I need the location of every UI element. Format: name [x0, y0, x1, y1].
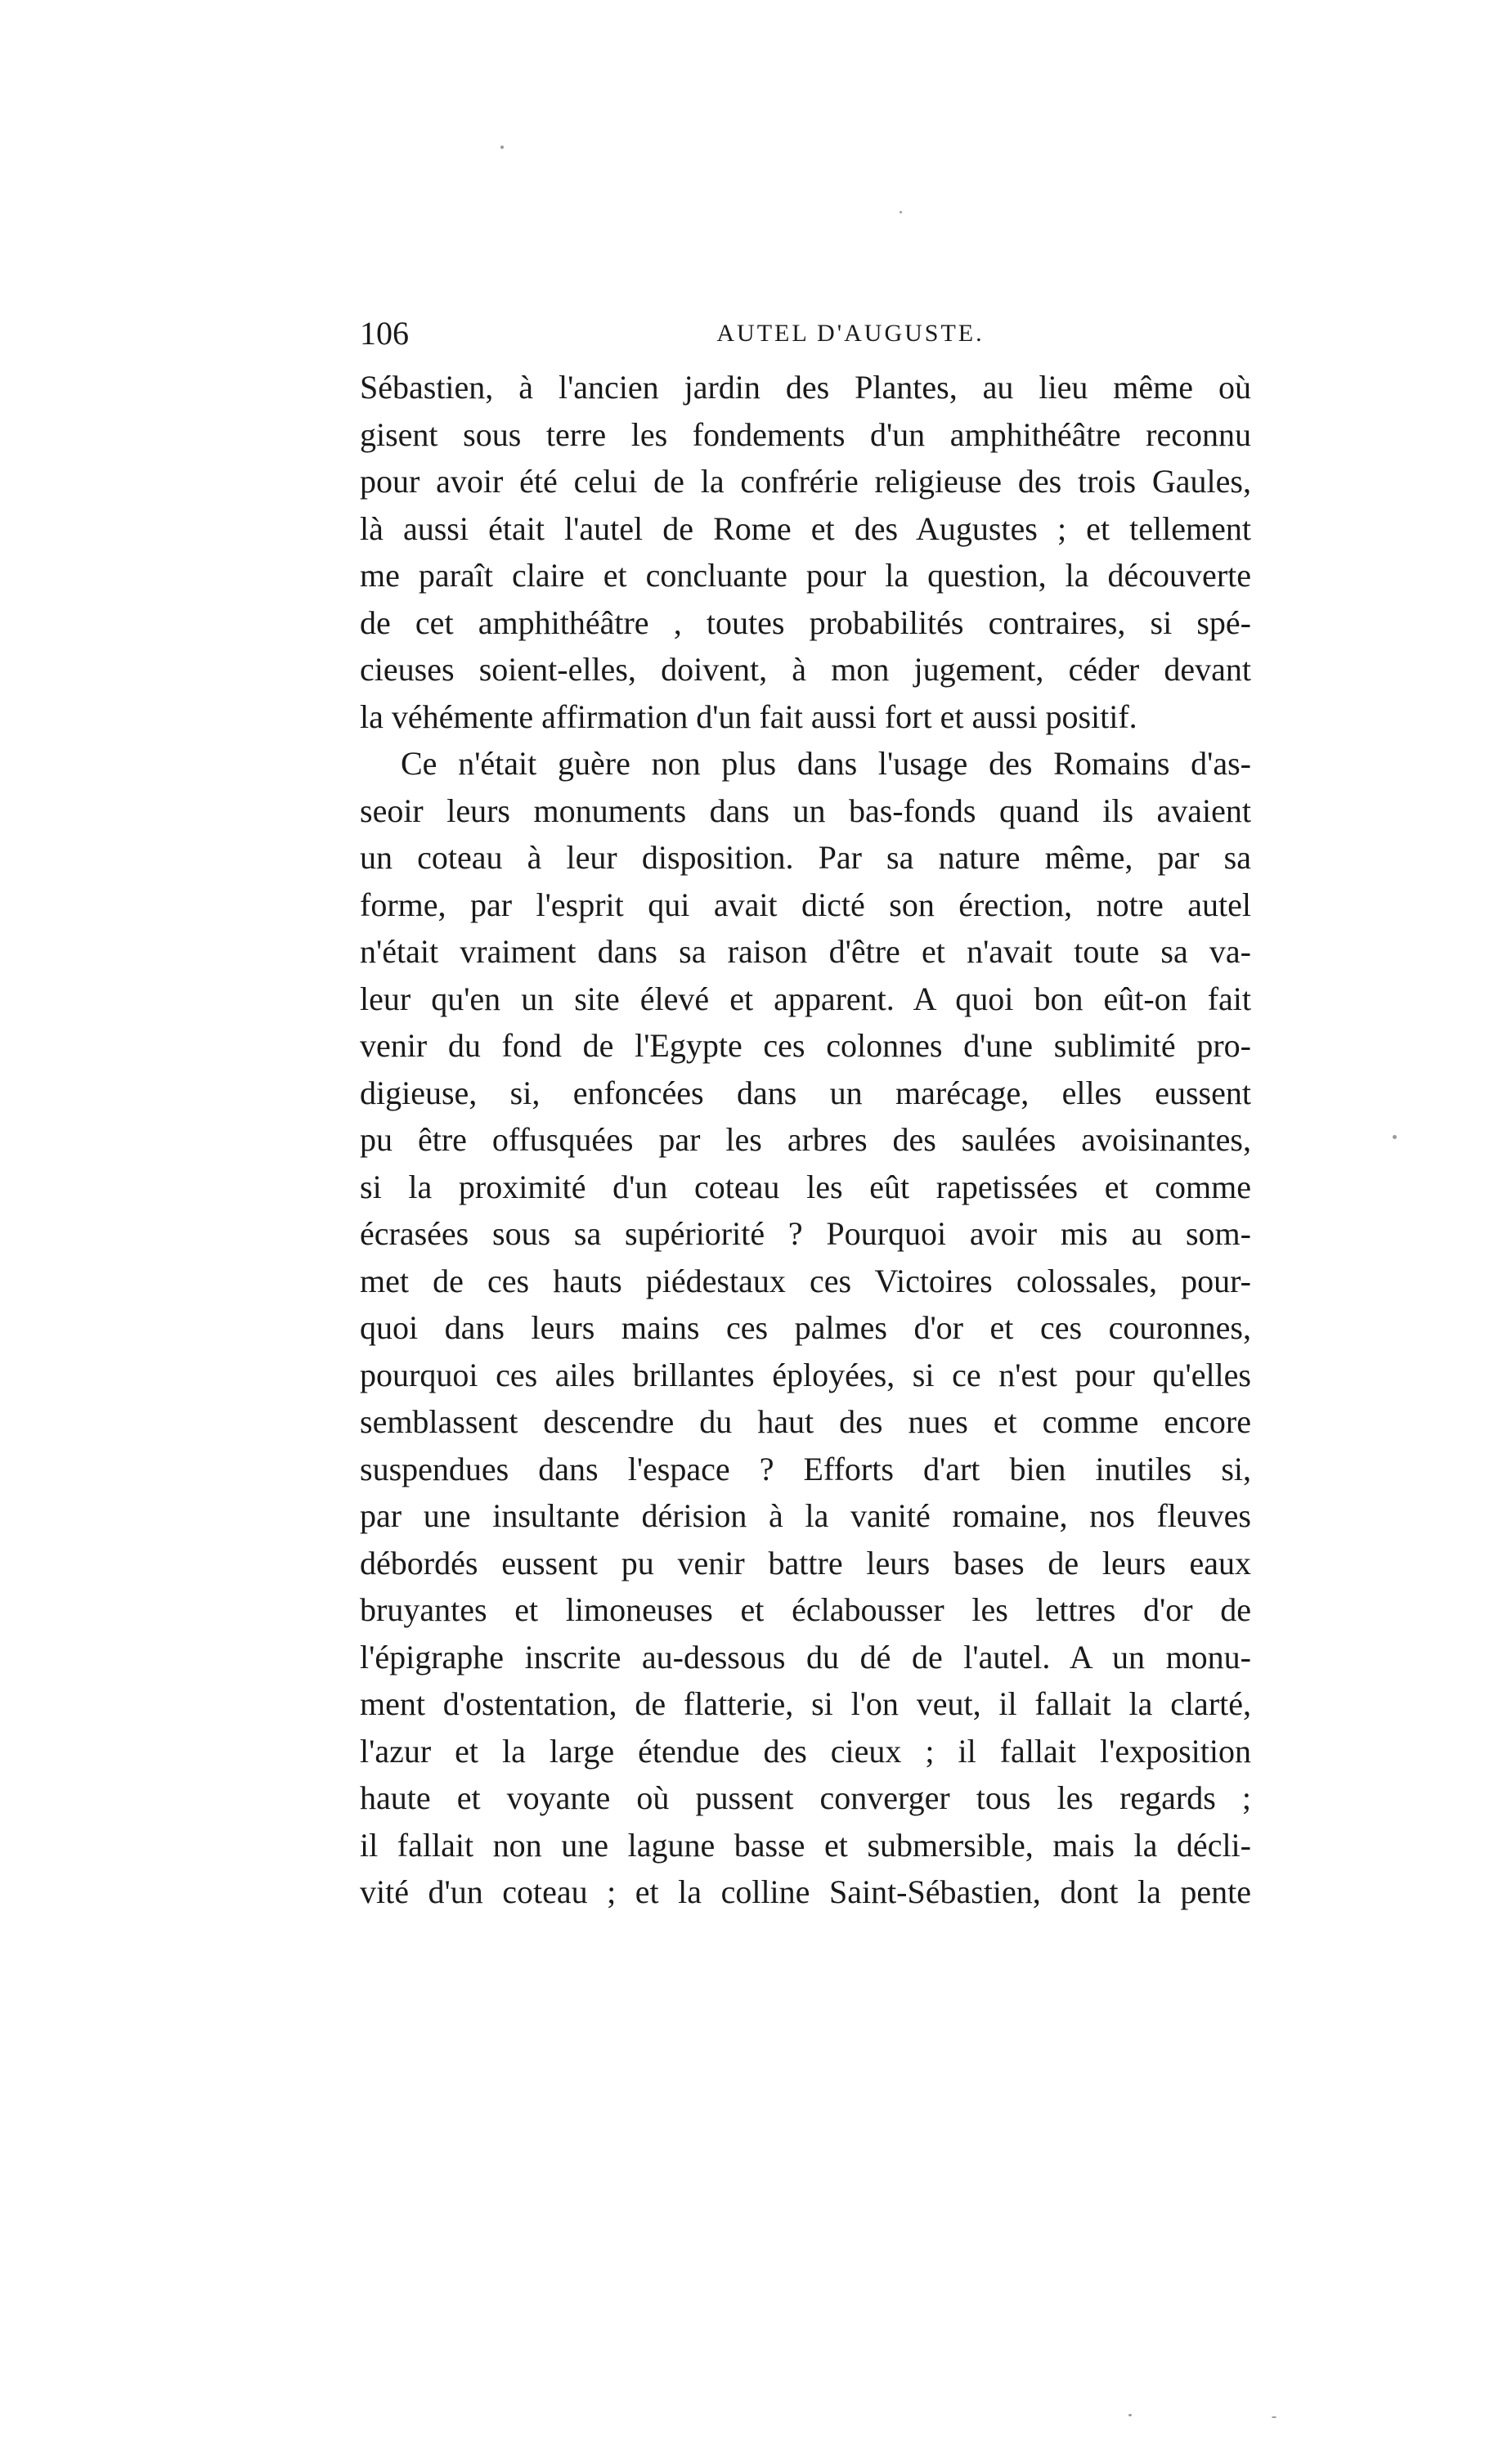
text-line: pour avoir été celui de la confrérie religieuse des trois Gaules,: [360, 463, 1251, 500]
text-line: pu être offusquées par les arbres des saulées avoisinantes,: [360, 1121, 1251, 1158]
text-line: de cet amphithéâtre , toutes probabilités contraires, si spé-: [360, 603, 1251, 641]
text-line: débordés eussent pu venir battre leurs bases de leurs eaux: [360, 1544, 1251, 1581]
text-line: ment d'ostentation, de flatterie, si l'on veut, il fallait la clarté,: [360, 1685, 1251, 1722]
body-text: [360, 364, 1251, 1916]
scan-speck: [900, 211, 902, 213]
scan-speck: [500, 146, 504, 149]
text-line: Ce n'était guère non plus dans l'usage des Romains d'as-: [401, 745, 1251, 782]
text-line: un coteau à leur disposition. Par sa nature même, par sa: [360, 839, 1251, 876]
text-line: vité d'un coteau ; et la colline Saint-Sébastien, dont la pente: [360, 1873, 1251, 1910]
text-line: venir du fond de l'Egypte ces colonnes d'une sublimité pro-: [360, 1027, 1251, 1064]
text-line: seoir leurs monuments dans un bas-fonds quand ils avaient: [360, 792, 1251, 829]
text-line: l'épigraphe inscrite au-dessous du dé de l'autel. A un monu-: [360, 1638, 1251, 1676]
text-line: par une insultante dérision à la vanité romaine, nos fleuves: [360, 1497, 1251, 1534]
text-line: il fallait non une lagune basse et submersible, mais la décli-: [360, 1826, 1251, 1864]
text-line: leur qu'en un site élevé et apparent. A quoi bon eût-on fait: [360, 980, 1251, 1017]
text-line: digieuse, si, enfoncées dans un marécage, elles eussent: [360, 1074, 1251, 1111]
text-line: l'azur et la large étendue des cieux ; il fallait l'exposition: [360, 1732, 1251, 1770]
text-line: cieuses soient-elles, doivent, à mon jugement, céder devant: [360, 651, 1251, 688]
text-line: bruyantes et limoneuses et éclabousser les lettres d'or de: [360, 1591, 1251, 1628]
text-line: semblassent descendre du haut des nues et comme encore: [360, 1403, 1251, 1440]
text-line: haute et voyante où pussent converger tous les regards ;: [360, 1779, 1251, 1816]
running-head: AUTEL D'AUGUSTE.: [716, 320, 985, 347]
paragraph: [360, 740, 1251, 1916]
scan-speck: [1393, 1135, 1397, 1139]
scan-speck: [1272, 2416, 1276, 2418]
page-header: [360, 309, 1251, 358]
text-line: forme, par l'esprit qui avait dicté son érection, notre autel: [360, 886, 1251, 923]
paragraph: [360, 364, 1251, 740]
text-line: gisent sous terre les fondements d'un amphithéâtre reconnu: [360, 415, 1251, 453]
scan-speck: [1128, 2414, 1132, 2416]
text-line: si la proximité d'un coteau les eût rapetissées et comme: [360, 1168, 1251, 1205]
text-line: Sébastien, à l'ancien jardin des Plantes, au lieu même où: [360, 369, 1251, 406]
text-line: suspendues dans l'espace ? Efforts d'art bien inutiles si,: [360, 1450, 1251, 1487]
text-line: met de ces hauts piédestaux ces Victoires colossales, pour-: [360, 1262, 1251, 1299]
text-line: pourquoi ces ailes brillantes éployées, si ce n'est pour qu'elles: [360, 1356, 1251, 1393]
text-line: écrasées sous sa supériorité ? Pourquoi avoir mis au som-: [360, 1215, 1251, 1252]
text-line: me paraît claire et concluante pour la question, la découverte: [360, 557, 1251, 594]
text-line: n'était vraiment dans sa raison d'être et n'avait toute sa va-: [360, 933, 1251, 970]
text-line: là aussi était l'autel de Rome et des Augustes ; et tellement: [360, 509, 1251, 547]
text-line: la véhémente affirmation d'un fait aussi fort et aussi positif.: [360, 698, 1137, 735]
text-line: quoi dans leurs mains ces palmes d'or et ces couronnes,: [360, 1309, 1251, 1346]
page-number: 106: [360, 315, 409, 352]
